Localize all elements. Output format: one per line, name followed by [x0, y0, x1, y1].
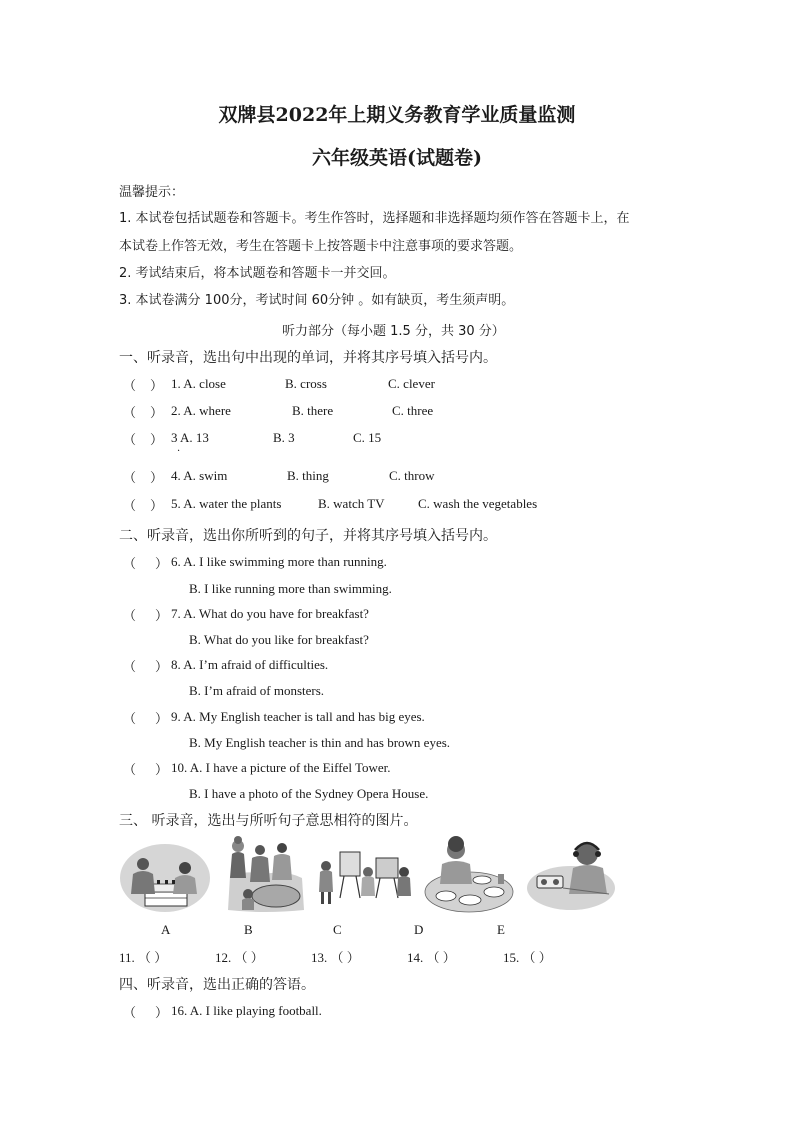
q7-option-b: B. What do you like for breakfast?	[189, 632, 369, 647]
answer-15[interactable]: 15. （ ）	[503, 950, 552, 965]
exam-title: 双牌县2022年上期义务教育学业质量监测	[218, 104, 576, 126]
q8-option-a: 8. A. I’m afraid of difficulties.	[171, 657, 329, 672]
q3-option-a: 3 A. 13	[171, 430, 209, 445]
exam-subtitle: 六年级英语(试题卷)	[312, 147, 482, 169]
picture-letter-a: A	[161, 922, 171, 937]
q1-option-a: 1. A. close	[171, 376, 226, 391]
q10-option-a: 10. A. I have a picture of the Eiffel Tower.	[171, 760, 391, 775]
people-playing-chess-picture	[119, 838, 211, 914]
q3-option-b: B. 3	[273, 430, 295, 445]
picture-letter-d: D	[414, 922, 424, 937]
picture-letter-e: E	[497, 922, 505, 937]
q4-option-c: C. throw	[389, 468, 435, 483]
q1-option-b: B. cross	[285, 376, 327, 391]
note-3: 3. 本试卷满分 100分，考试时间 60分钟 。如有缺页，考生须声明。	[119, 293, 515, 308]
section-3-heading: 三、 听录音，选出与所听句子意思相符的图片。	[119, 813, 418, 829]
q6-option-a: 6. A. I like swimming more than running.	[171, 554, 387, 569]
listening-header: 听力部分（每小题 1.5 分，共 30 分）	[282, 324, 505, 339]
q10-option-b: B. I have a photo of the Sydney Opera House.	[189, 786, 429, 801]
q2-option-c: C. three	[392, 403, 434, 418]
q2-option-b: B. there	[292, 403, 334, 418]
section-2-heading: 二、听录音，选出你所听到的句子，并将其序号填入括号内。	[119, 528, 497, 544]
q1-option-c: C. clever	[388, 376, 435, 391]
note-1a: 1. 本试卷包括试题卷和答题卡。考生作答时，选择题和非选择题均须作答在答题卡上，在	[119, 211, 630, 226]
children-painting-picture	[316, 848, 412, 910]
q7-option-a: 7. A. What do you have for breakfast?	[171, 606, 369, 621]
q2-option-a: 2. A. where	[171, 403, 231, 418]
q5-option-b: B. watch TV	[318, 496, 385, 511]
picture-letter-b: B	[244, 922, 253, 937]
stray-mark: ·	[177, 446, 181, 457]
picture-letter-c: C	[333, 922, 342, 937]
q5-option-c: C. wash the vegetables	[418, 496, 538, 511]
q4-option-a: 4. A. swim	[171, 468, 228, 483]
section-4-heading: 四、听录音，选出正确的答语。	[119, 977, 315, 993]
q16-option-a: 16. A. I like playing football.	[171, 1003, 322, 1018]
q3-option-c: C. 15	[353, 430, 382, 445]
family-picnic-picture	[224, 836, 306, 914]
boy-eating-breakfast-picture	[424, 834, 514, 914]
q8-option-b: B. I’m afraid of monsters.	[189, 683, 325, 698]
girl-listening-music-picture	[527, 836, 617, 914]
answer-13[interactable]: 13. （ ）	[311, 950, 360, 965]
q9-option-a: 9. A. My English teacher is tall and has big eyes.	[171, 709, 425, 724]
answer-12[interactable]: 12. （ ）	[215, 950, 264, 965]
notes-heading: 温馨提示：	[119, 185, 185, 200]
q5-option-a: 5. A. water the plants	[171, 496, 282, 511]
section-1-heading: 一、听录音，选出句中出现的单词，并将其序号填入括号内。	[119, 350, 497, 366]
q9-option-b: B. My English teacher is thin and has brown eyes.	[189, 735, 451, 750]
answer-14[interactable]: 14. （ ）	[407, 950, 456, 965]
note-2: 2. 考试结束后，将本试题卷和答题卡一并交回。	[119, 266, 396, 281]
answer-11[interactable]: 11. （ ）	[119, 950, 168, 965]
q6-option-b: B. I like running more than swimming.	[189, 581, 392, 596]
note-1b: 本试卷上作答无效，考生在答题卡上按答题卡中注意事项的要求答题。	[119, 239, 523, 254]
q4-option-b: B. thing	[287, 468, 329, 483]
